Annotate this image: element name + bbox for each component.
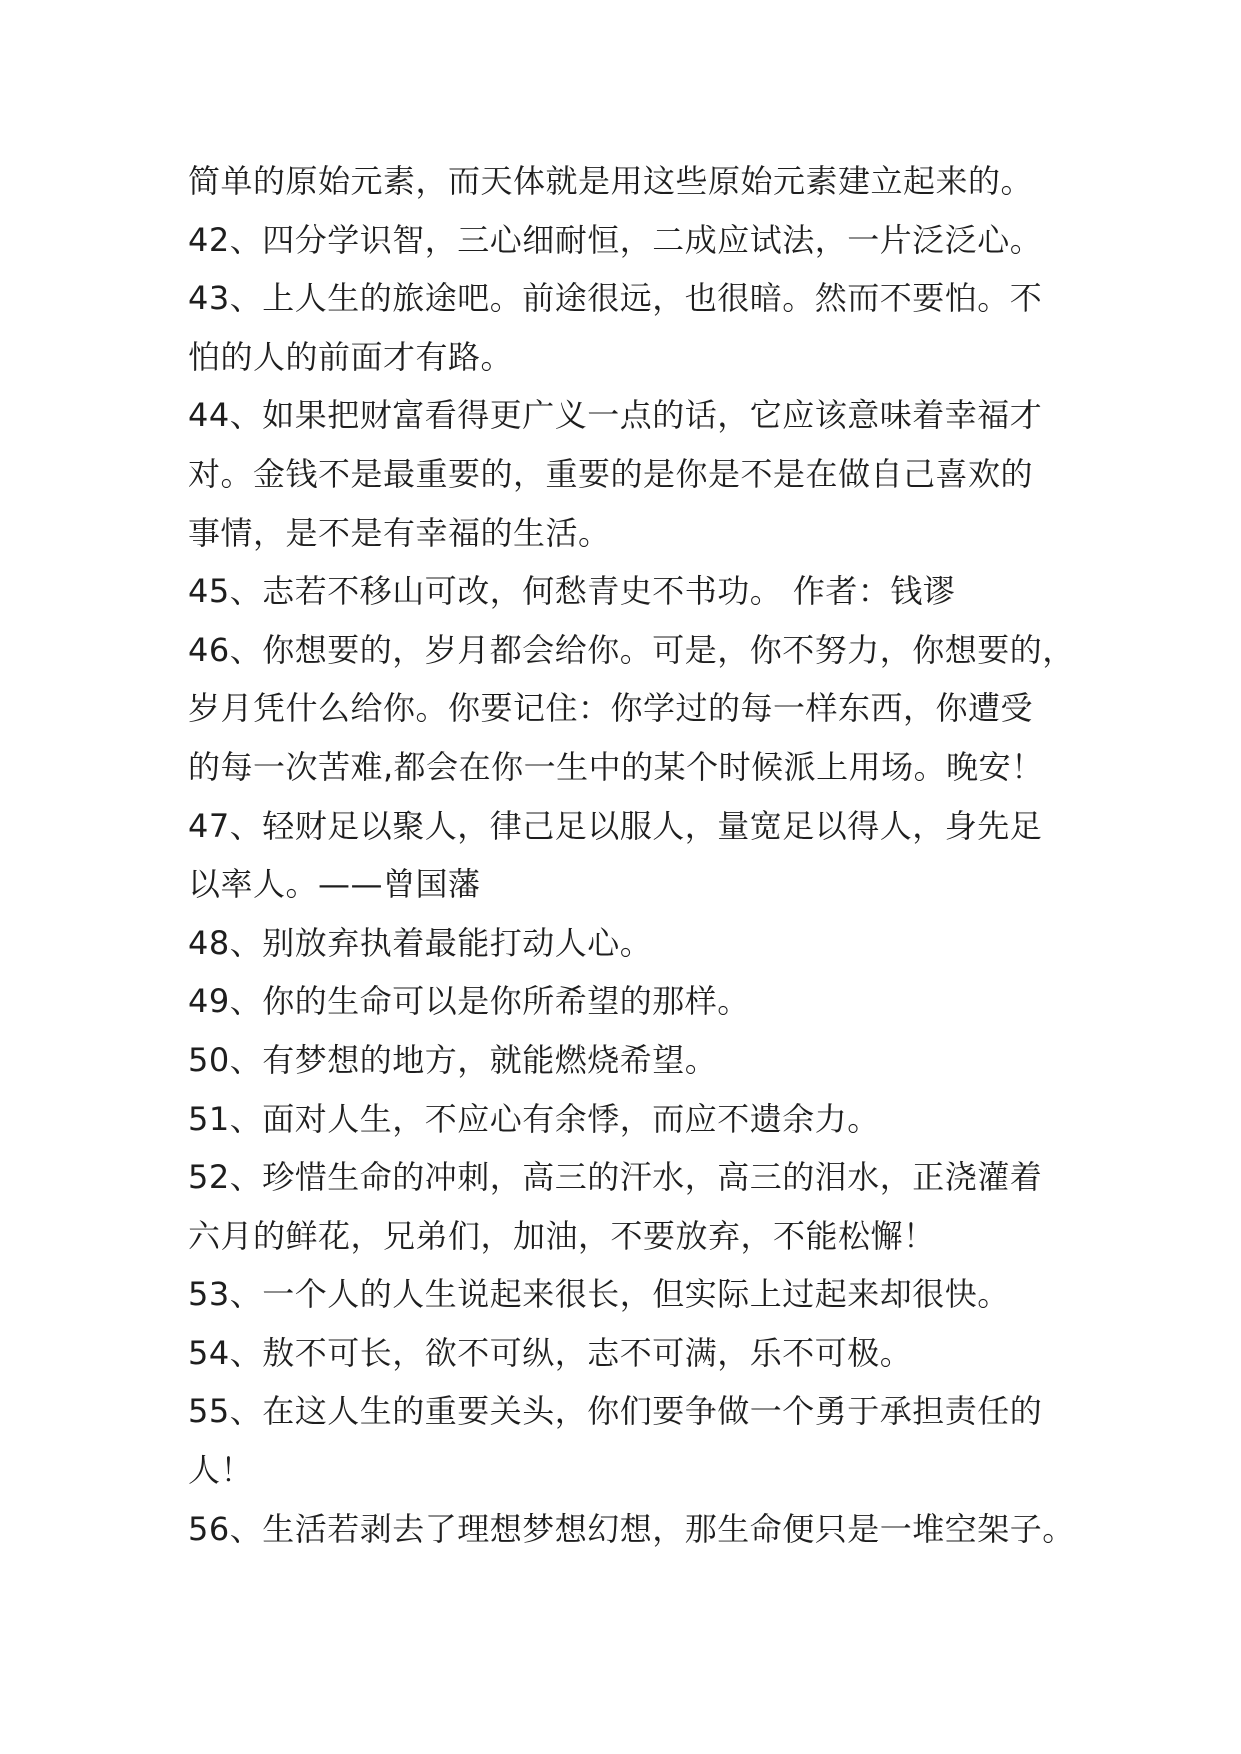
text-line: 人！ [188, 1451, 254, 1490]
text-line: 怕的人的前面才有路。 [188, 337, 514, 376]
text-line: 的每一次苦难,都会在你一生中的某个时候派上用场。晚安！ [188, 747, 1044, 786]
text-line: 46、你想要的，岁月都会给你。可是，你不努力，你想要的， [188, 630, 1075, 669]
text-line: 44、如果把财富看得更广义一点的话，它应该意味着幸福才 [188, 396, 1043, 435]
text-line: 47、轻财足以聚人，律己足以服人，量宽足以得人，身先足 [188, 806, 1043, 845]
text-line: 52、珍惜生命的冲刺，高三的汗水，高三的泪水，正浇灌着 [188, 1158, 1043, 1197]
text-line: 简单的原始元素，而天体就是用这些原始元素建立起来的。 [188, 162, 1034, 200]
text-line: 50、有梦想的地方，就能燃烧希望。 [188, 1040, 718, 1079]
text-line: 事情，是不是有幸福的生活。 [188, 513, 611, 552]
text-line: 55、在这人生的重要关头，你们要争做一个勇于承担责任的 [188, 1392, 1043, 1431]
text-line: 43、上人生的旅途吧。前途很远，也很暗。然而不要怕。不 [188, 279, 1043, 318]
text-line: 以率人。——曾国藩 [188, 865, 481, 904]
text-line: 岁月凭什么给你。你要记住：你学过的每一样东西，你遭受 [188, 689, 1034, 728]
document-text-body [188, 152, 1088, 1558]
text-line: 对。金钱不是最重要的，重要的是你是不是在做自己喜欢的 [188, 454, 1034, 493]
text-line: 53、一个人的人生说起来很长，但实际上过起来却很快。 [188, 1275, 1010, 1314]
text-line: 49、你的生命可以是你所希望的那样。 [188, 982, 750, 1021]
text-line: 48、别放弃执着最能打动人心。 [188, 923, 653, 962]
text-line: 54、敖不可长，欲不可纵，志不可满，乐不可极。 [188, 1333, 913, 1372]
text-line: 45、志若不移山可改，何愁青史不书功。 作者：钱谬 [188, 572, 956, 611]
text-line: 42、四分学识智，三心细耐恒，二成应试法，一片泛泛心。 [188, 220, 1043, 259]
text-line: 56、生活若剥去了理想梦想幻想，那生命便只是一堆空架子。 [188, 1509, 1075, 1548]
text-line: 51、面对人生，不应心有余悸，而应不遗余力。 [188, 1099, 880, 1138]
text-line: 六月的鲜花，兄弟们，加油，不要放弃，不能松懈！ [188, 1216, 936, 1255]
